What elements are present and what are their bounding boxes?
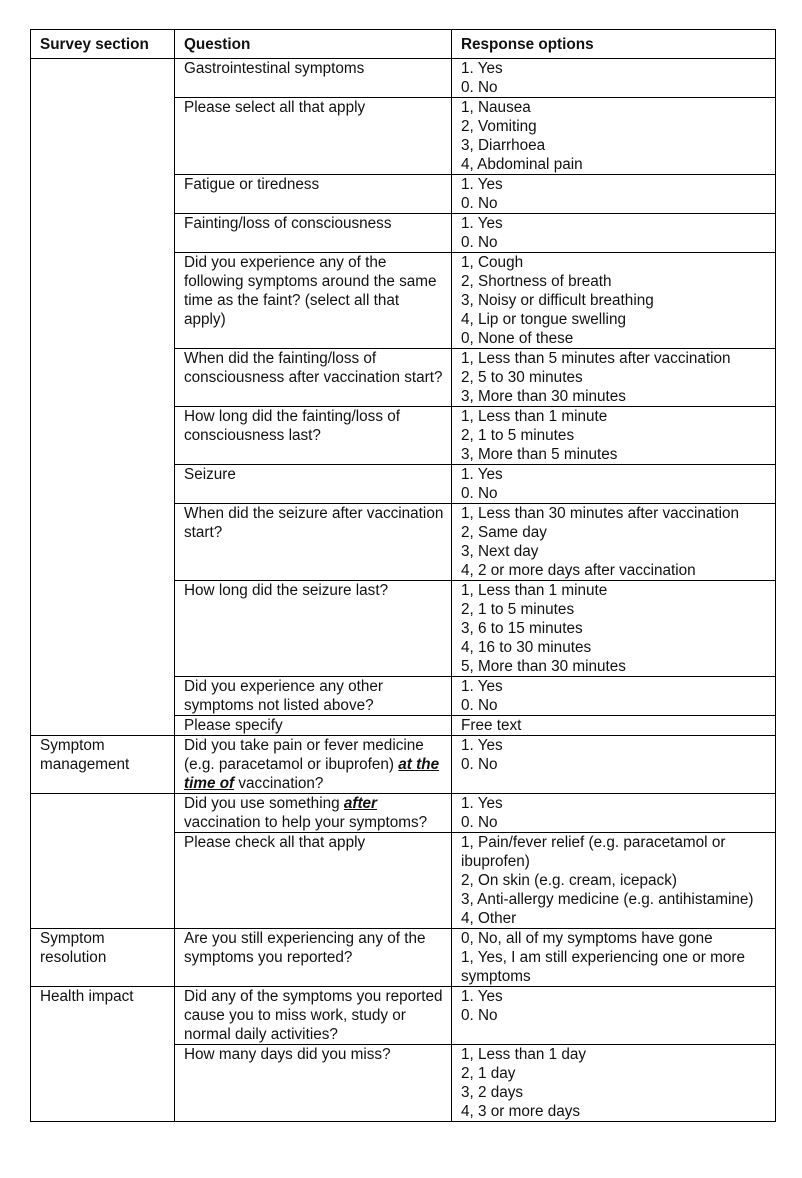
response-cell: 1, Cough 2, Shortness of breath 3, Noisy or difficult breathing 4, Lip or tongue swelling 0, None of these xyxy=(452,253,776,349)
question-cell: Fatigue or tiredness xyxy=(175,175,452,214)
response-cell: 1. Yes 0. No xyxy=(452,214,776,253)
section-cell-blank xyxy=(31,59,175,736)
question-emphasis: after xyxy=(343,795,378,812)
response-cell: 1, Nausea 2, Vomiting 3, Diarrhoea 4, Abdominal pain xyxy=(452,98,776,175)
question-cell: How long did the fainting/loss of consciousness last? xyxy=(175,407,452,465)
response-cell: 1, Less than 1 minute 2, 1 to 5 minutes 3, More than 5 minutes xyxy=(452,407,776,465)
question-text: vaccination to help your symptoms? xyxy=(184,814,428,831)
question-cell: Fainting/loss of consciousness xyxy=(175,214,452,253)
question-cell: How long did the seizure last? xyxy=(175,581,452,677)
question-cell: Did any of the symptoms you reported cause you to miss work, study or normal daily activities? xyxy=(175,987,452,1045)
question-cell: Please specify xyxy=(175,716,452,736)
question-cell xyxy=(175,736,452,794)
response-cell: 1. Yes 0. No xyxy=(452,677,776,716)
question-cell: How many days did you miss? xyxy=(175,1045,452,1122)
response-cell: 1. Yes 0. No xyxy=(452,794,776,833)
response-cell: 1, Pain/fever relief (e.g. paracetamol or ibuprofen) 2, On skin (e.g. cream, icepack) 3, Anti-allergy medicine (e.g. antihistamine) 4, Other xyxy=(452,833,776,929)
response-cell: 1. Yes 0. No xyxy=(452,465,776,504)
question-text: Did you use something xyxy=(184,795,344,812)
header-row xyxy=(31,30,776,59)
header-survey-section: Survey section xyxy=(31,30,175,59)
question-cell: Did you experience any other symptoms not listed above? xyxy=(175,677,452,716)
section-cell: Health impact xyxy=(31,987,175,1122)
question-cell xyxy=(175,794,452,833)
question-cell: Please select all that apply xyxy=(175,98,452,175)
header-question: Question xyxy=(175,30,452,59)
section-cell: Symptom management xyxy=(31,736,175,794)
response-cell: 1, Less than 1 minute 2, 1 to 5 minutes 3, 6 to 15 minutes 4, 16 to 30 minutes 5, More than 30 minutes xyxy=(452,581,776,677)
response-cell: 1, Less than 1 day 2, 1 day 3, 2 days 4, 3 or more days xyxy=(452,1045,776,1122)
response-cell: 1. Yes 0. No xyxy=(452,736,776,794)
response-cell: 1. Yes 0. No xyxy=(452,175,776,214)
table-row xyxy=(31,929,776,987)
table-row xyxy=(31,794,776,833)
question-cell: Did you experience any of the following symptoms around the same time as the faint? (select all that apply) xyxy=(175,253,452,349)
response-cell: 1, Less than 5 minutes after vaccination 2, 5 to 30 minutes 3, More than 30 minutes xyxy=(452,349,776,407)
table-row xyxy=(31,987,776,1045)
section-cell: Symptom resolution xyxy=(31,929,175,987)
question-cell: Are you still experiencing any of the symptoms you reported? xyxy=(175,929,452,987)
question-emphasis: at the time of xyxy=(184,756,440,792)
question-text: Did you take pain or fever medicine (e.g. paracetamol or ibuprofen) xyxy=(184,737,424,773)
question-cell: Seizure xyxy=(175,465,452,504)
question-cell: Please check all that apply xyxy=(175,833,452,929)
response-cell: Free text xyxy=(452,716,776,736)
section-cell-blank xyxy=(31,794,175,929)
table-row xyxy=(31,736,776,794)
question-cell: When did the fainting/loss of consciousness after vaccination start? xyxy=(175,349,452,407)
response-cell: 1. Yes 0. No xyxy=(452,987,776,1045)
response-cell: 1, Less than 30 minutes after vaccination 2, Same day 3, Next day 4, 2 or more days after vaccination xyxy=(452,504,776,581)
question-cell: When did the seizure after vaccination start? xyxy=(175,504,452,581)
table-row xyxy=(31,59,776,98)
question-text: vaccination? xyxy=(234,775,324,792)
survey-table xyxy=(30,29,776,1122)
header-response-options: Response options xyxy=(452,30,776,59)
response-cell: 1. Yes 0. No xyxy=(452,59,776,98)
question-cell: Gastrointestinal symptoms xyxy=(175,59,452,98)
response-cell: 0, No, all of my symptoms have gone 1, Yes, I am still experiencing one or more symptoms xyxy=(452,929,776,987)
